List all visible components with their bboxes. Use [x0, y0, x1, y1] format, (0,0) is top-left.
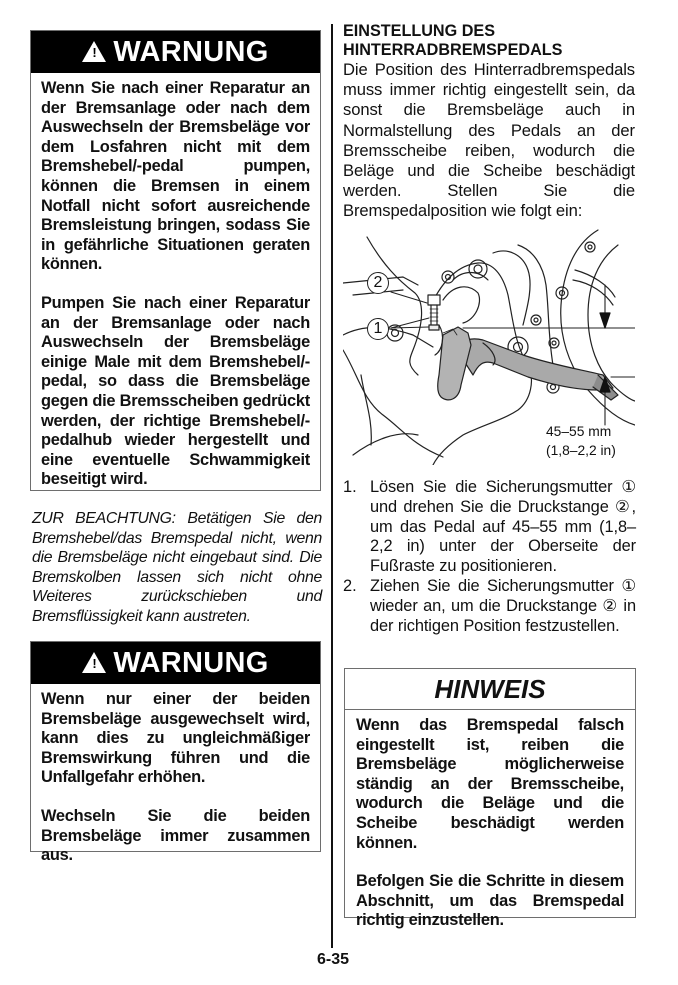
notice-paragraph: Wenn das Bremspedal falsch eingestellt ist, reiben die Bremsbeläge möglicherweise ständig an der Bremsscheibe, wodurch die Beläge und die Scheibe beschädigt werden können. [356, 716, 624, 852]
warning-paragraph: Wechseln Sie die beiden Bremsbeläge immer zusammen aus. [41, 806, 310, 865]
steps-list [343, 478, 636, 636]
section-title-line: HINTERRADBREMSPEDALS [343, 41, 563, 59]
warning-box-1 [30, 30, 321, 491]
step-number: 2. [343, 576, 357, 595]
warning-triangle-icon: ! [82, 41, 106, 62]
note-zur-beachtung: ZUR BEACHTUNG: Betätigen Sie den Bremshebel/das Bremspedal nicht, wenn die Bremsbeläge nicht eingebaut sind. Die Bremskolben lassen sich nicht ohne Weiteres zurückschieben und Bremsflüssigkeit kann austreten. [32, 510, 322, 625]
step-item [343, 478, 636, 577]
section-title [343, 22, 643, 60]
warning-title: WARNUNG [113, 646, 269, 679]
warning-paragraph: Pumpen Sie nach einer Reparatur an der Bremsanlage oder nach Auswechseln der Bremsbeläge einige Male mit dem Bremshebel/-pedal, so dass die Bremsbeläge gegen die Bremsscheiben gedrückt werden, der richtige Bremshebel/-pedalhub wieder hergestellt und eine eventuelle Schwammigkeit beseitigt wird. [41, 293, 310, 489]
warning-paragraph: Wenn Sie nach einer Reparatur an der Bremsanlage oder nach dem Auswechseln der Bremsbeläge vor dem Losfahren nicht mit dem Bremshebel/-pedal pumpen, können die Bremsen in einem Notfall nicht sofort ausreichende Bremsleistung bringen, sodass Sie in gefährliche Situationen geraten können. [41, 79, 310, 274]
warning-header [31, 642, 320, 684]
warning-body [31, 73, 320, 498]
notice-box [344, 668, 636, 930]
dimension-mm: 45–55 mm [546, 424, 612, 439]
warning-title: WARNUNG [113, 35, 269, 68]
callout-2: 2 [367, 272, 389, 294]
notice-body [345, 710, 635, 931]
step-text: Ziehen Sie die Sicherungsmutter ① wieder an, um die Druckstange ② in der richtigen Position festzustellen. [370, 576, 636, 635]
step-text: Lösen Sie die Sicherungsmutter ① und drehen Sie die Druckstange ②, um das Pedal auf 45–55 mm (1,8–2,2 in) unter der Oberseite der Fußraste zu positionieren. [370, 478, 636, 576]
warning-body [31, 684, 320, 874]
notice-title: HINWEIS [345, 669, 635, 710]
warning-box-2 [30, 641, 321, 865]
column-divider [331, 24, 333, 948]
dimension-in: (1,8–2,2 in) [546, 443, 616, 458]
step-item [343, 577, 636, 636]
notice-paragraph: Befolgen Sie die Schritte in diesem Abschnitt, um das Bremspedal richtig einzustellen. [356, 872, 624, 930]
section-intro: Die Position des Hinterradbremspedals muss immer richtig eingestellt sein, da sonst die Bremsbeläge auch in Normalstellung des Pedals an der Bremsscheibe reiben, wodurch die Beläge und die Scheibe beschädigt werden. Stellen Sie die Bremspedalposition wie folgt ein: [343, 60, 635, 221]
page-number: 6-35 [316, 951, 350, 968]
warning-triangle-icon: ! [82, 652, 106, 673]
warning-paragraph: Wenn nur einer der beiden Bremsbeläge ausgewechselt wird, kann dies zu ungleichmäßiger Bremswirkung führen und die Unfallgefahr erhöhen. [41, 690, 310, 787]
section-title-line: EINSTELLUNG DES [343, 22, 495, 40]
callout-1: 1 [367, 318, 389, 340]
step-number: 1. [343, 478, 357, 496]
warning-header [31, 31, 320, 73]
